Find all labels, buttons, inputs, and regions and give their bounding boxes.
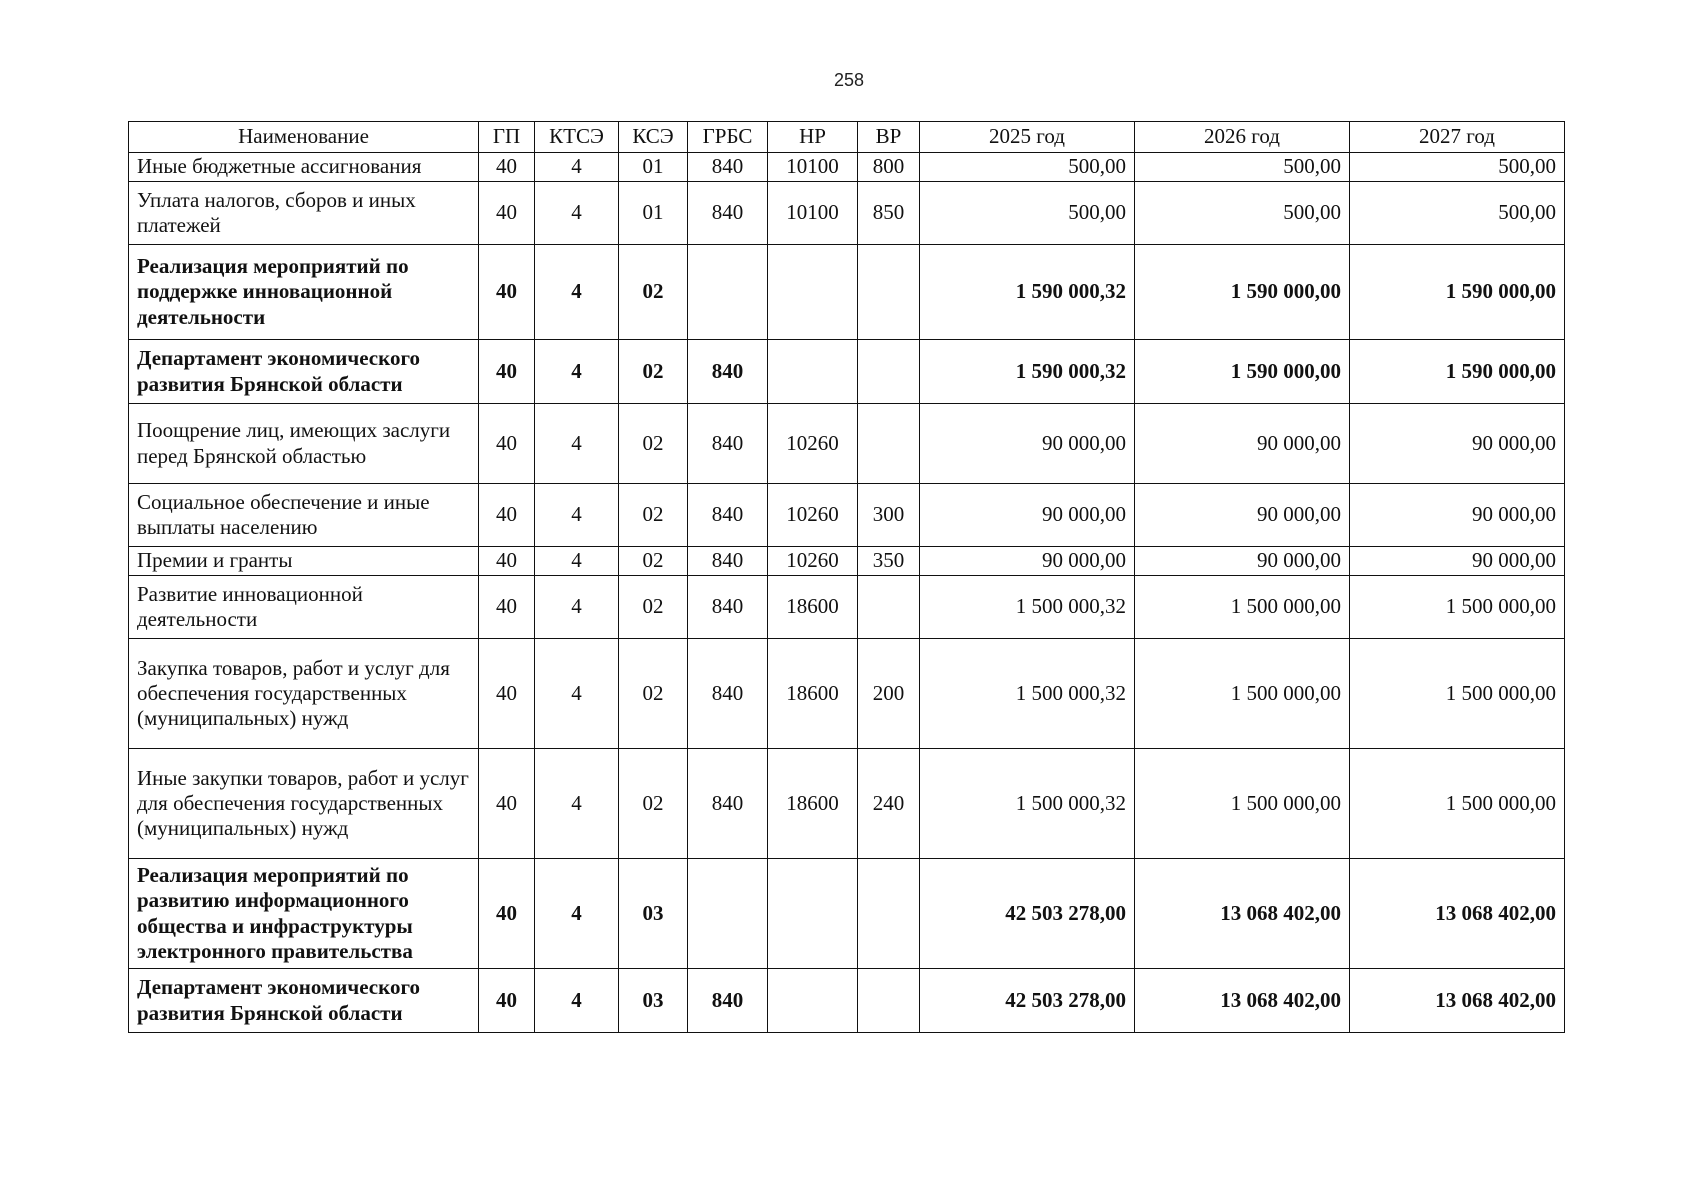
amount-2027-cell: 1 590 000,00 [1350, 340, 1565, 404]
row-name-cell: Реализация мероприятий по развитию информационного общества и инфраструктуры электронного правительства [129, 859, 479, 969]
amount-2025-cell: 1 500 000,32 [920, 576, 1135, 639]
vr-cell [858, 404, 920, 484]
grbs-cell: 840 [688, 547, 768, 576]
kse-cell: 02 [619, 404, 688, 484]
table-row [129, 153, 1565, 182]
kse-cell: 03 [619, 969, 688, 1033]
amount-2026-cell: 90 000,00 [1135, 547, 1350, 576]
nr-cell [768, 245, 858, 340]
amount-2025-cell: 1 500 000,32 [920, 639, 1135, 749]
kse-cell: 02 [619, 639, 688, 749]
row-name-cell: Реализация мероприятий по поддержке инновационной деятельности [129, 245, 479, 340]
nr-cell: 18600 [768, 576, 858, 639]
table-row [129, 969, 1565, 1033]
vr-cell [858, 245, 920, 340]
amount-2025-cell: 90 000,00 [920, 547, 1135, 576]
grbs-cell: 840 [688, 969, 768, 1033]
nr-cell [768, 340, 858, 404]
ktse-cell: 4 [535, 404, 619, 484]
row-name-cell: Премии и гранты [129, 547, 479, 576]
amount-2027-cell: 90 000,00 [1350, 484, 1565, 547]
table-row [129, 859, 1565, 969]
row-name-cell: Департамент экономического развития Брянской области [129, 340, 479, 404]
row-name-cell: Поощрение лиц, имеющих заслуги перед Брянской областью [129, 404, 479, 484]
row-name-cell: Закупка товаров, работ и услуг для обеспечения государственных (муниципальных) нужд [129, 639, 479, 749]
row-name-cell: Развитие инновационной деятельности [129, 576, 479, 639]
gp-cell: 40 [479, 749, 535, 859]
amount-2027-cell: 90 000,00 [1350, 547, 1565, 576]
ktse-cell: 4 [535, 245, 619, 340]
table-row [129, 639, 1565, 749]
ktse-cell: 4 [535, 576, 619, 639]
amount-2027-cell: 13 068 402,00 [1350, 969, 1565, 1033]
vr-cell [858, 576, 920, 639]
ktse-cell: 4 [535, 749, 619, 859]
kse-cell: 01 [619, 153, 688, 182]
grbs-cell: 840 [688, 749, 768, 859]
amount-2026-cell: 13 068 402,00 [1135, 859, 1350, 969]
column-header-2027: 2027 год [1350, 122, 1565, 153]
amount-2026-cell: 500,00 [1135, 182, 1350, 245]
nr-cell: 18600 [768, 749, 858, 859]
column-header-grbs: ГРБС [688, 122, 768, 153]
vr-cell: 800 [858, 153, 920, 182]
vr-cell [858, 859, 920, 969]
kse-cell: 02 [619, 484, 688, 547]
table-row [129, 749, 1565, 859]
kse-cell: 02 [619, 340, 688, 404]
amount-2026-cell: 500,00 [1135, 153, 1350, 182]
grbs-cell [688, 245, 768, 340]
column-header-2026: 2026 год [1135, 122, 1350, 153]
amount-2027-cell: 1 590 000,00 [1350, 245, 1565, 340]
gp-cell: 40 [479, 404, 535, 484]
kse-cell: 01 [619, 182, 688, 245]
row-name-cell: Департамент экономического развития Брянской области [129, 969, 479, 1033]
kse-cell: 02 [619, 576, 688, 639]
gp-cell: 40 [479, 639, 535, 749]
column-header-ktse: КТСЭ [535, 122, 619, 153]
ktse-cell: 4 [535, 182, 619, 245]
amount-2025-cell: 90 000,00 [920, 404, 1135, 484]
amount-2025-cell: 42 503 278,00 [920, 859, 1135, 969]
ktse-cell: 4 [535, 484, 619, 547]
row-name-cell: Иные закупки товаров, работ и услуг для обеспечения государственных (муниципальных) нужд [129, 749, 479, 859]
grbs-cell: 840 [688, 153, 768, 182]
gp-cell: 40 [479, 245, 535, 340]
amount-2026-cell: 90 000,00 [1135, 484, 1350, 547]
amount-2027-cell: 1 500 000,00 [1350, 749, 1565, 859]
amount-2025-cell: 1 590 000,32 [920, 245, 1135, 340]
nr-cell [768, 859, 858, 969]
ktse-cell: 4 [535, 969, 619, 1033]
nr-cell: 10260 [768, 484, 858, 547]
amount-2025-cell: 90 000,00 [920, 484, 1135, 547]
nr-cell: 18600 [768, 639, 858, 749]
ktse-cell: 4 [535, 547, 619, 576]
grbs-cell: 840 [688, 484, 768, 547]
gp-cell: 40 [479, 484, 535, 547]
table-row [129, 484, 1565, 547]
amount-2026-cell: 1 500 000,00 [1135, 639, 1350, 749]
amount-2027-cell: 500,00 [1350, 182, 1565, 245]
kse-cell: 02 [619, 749, 688, 859]
amount-2026-cell: 1 590 000,00 [1135, 245, 1350, 340]
vr-cell: 300 [858, 484, 920, 547]
amount-2025-cell: 42 503 278,00 [920, 969, 1135, 1033]
grbs-cell: 840 [688, 404, 768, 484]
column-header-name: Наименование [129, 122, 479, 153]
kse-cell: 02 [619, 547, 688, 576]
gp-cell: 40 [479, 859, 535, 969]
vr-cell: 850 [858, 182, 920, 245]
vr-cell: 240 [858, 749, 920, 859]
amount-2026-cell: 13 068 402,00 [1135, 969, 1350, 1033]
table-body [129, 153, 1565, 1033]
amount-2026-cell: 1 590 000,00 [1135, 340, 1350, 404]
nr-cell [768, 969, 858, 1033]
nr-cell: 10100 [768, 182, 858, 245]
ktse-cell: 4 [535, 859, 619, 969]
table-row [129, 340, 1565, 404]
gp-cell: 40 [479, 576, 535, 639]
vr-cell: 200 [858, 639, 920, 749]
grbs-cell: 840 [688, 340, 768, 404]
amount-2027-cell: 90 000,00 [1350, 404, 1565, 484]
nr-cell: 10260 [768, 547, 858, 576]
amount-2025-cell: 1 500 000,32 [920, 749, 1135, 859]
amount-2027-cell: 1 500 000,00 [1350, 639, 1565, 749]
row-name-cell: Иные бюджетные ассигнования [129, 153, 479, 182]
gp-cell: 40 [479, 182, 535, 245]
amount-2026-cell: 90 000,00 [1135, 404, 1350, 484]
ktse-cell: 4 [535, 639, 619, 749]
column-header-vr: ВР [858, 122, 920, 153]
nr-cell: 10100 [768, 153, 858, 182]
column-header-2025: 2025 год [920, 122, 1135, 153]
grbs-cell: 840 [688, 182, 768, 245]
vr-cell: 350 [858, 547, 920, 576]
amount-2026-cell: 1 500 000,00 [1135, 576, 1350, 639]
gp-cell: 40 [479, 969, 535, 1033]
table-row [129, 404, 1565, 484]
ktse-cell: 4 [535, 340, 619, 404]
grbs-cell [688, 859, 768, 969]
table-row [129, 245, 1565, 340]
ktse-cell: 4 [535, 153, 619, 182]
grbs-cell: 840 [688, 576, 768, 639]
vr-cell [858, 969, 920, 1033]
gp-cell: 40 [479, 153, 535, 182]
kse-cell: 03 [619, 859, 688, 969]
vr-cell [858, 340, 920, 404]
table-row [129, 182, 1565, 245]
column-header-gp: ГП [479, 122, 535, 153]
row-name-cell: Уплата налогов, сборов и иных платежей [129, 182, 479, 245]
page-number: 258 [833, 70, 865, 90]
amount-2025-cell: 500,00 [920, 182, 1135, 245]
amount-2027-cell: 1 500 000,00 [1350, 576, 1565, 639]
kse-cell: 02 [619, 245, 688, 340]
amount-2026-cell: 1 500 000,00 [1135, 749, 1350, 859]
amount-2027-cell: 13 068 402,00 [1350, 859, 1565, 969]
row-name-cell: Социальное обеспечение и иные выплаты населению [129, 484, 479, 547]
budget-table [128, 121, 1565, 1033]
amount-2025-cell: 1 590 000,32 [920, 340, 1135, 404]
table-row [129, 547, 1565, 576]
amount-2027-cell: 500,00 [1350, 153, 1565, 182]
grbs-cell: 840 [688, 639, 768, 749]
gp-cell: 40 [479, 340, 535, 404]
gp-cell: 40 [479, 547, 535, 576]
nr-cell: 10260 [768, 404, 858, 484]
header-row [129, 122, 1565, 153]
table-row [129, 576, 1565, 639]
column-header-nr: НР [768, 122, 858, 153]
amount-2025-cell: 500,00 [920, 153, 1135, 182]
column-header-kse: КСЭ [619, 122, 688, 153]
